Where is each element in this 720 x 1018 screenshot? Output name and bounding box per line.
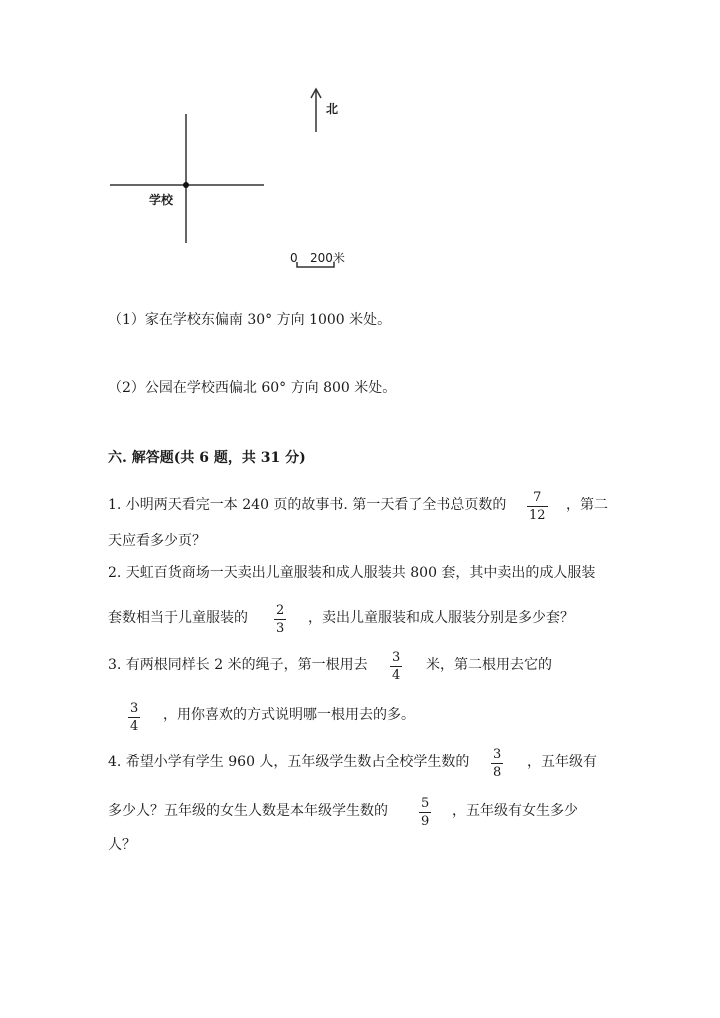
problem-1-line-1: 1. 小明两天看完一本 240 页的故事书. 第一天看了全书总页数的 [108,497,507,513]
problem-2-fraction [274,603,286,636]
item-1: （1）家在学校东偏南 30° 方向 1000 米处。 [108,312,392,328]
problem-3-line-2: ，用你喜欢的方式说明哪一根用去的多。 [163,707,415,723]
problem-1-line-2: 天应看多少页？ [108,533,206,549]
fraction-numerator: 3 [392,650,401,665]
school-point [183,182,189,188]
problem-4-fraction-1 [491,747,503,780]
problem-3-line-1-end: 米，第二根用去它的 [426,657,552,673]
problem-2-line-2-start: 套数相当于儿童服装的 [108,610,248,626]
problem-4-line-2-end: ，五年级有女生多少 [452,803,578,819]
school-label: 学校 [149,193,174,207]
problem-2-line-1: 2. 天虹百货商场一天卖出儿童服装和成人服装共 800 套，其中卖出的成人服装 [108,565,596,581]
problem-3-fraction-2 [128,701,140,734]
problem-4-line-2-start: 多少人？五年级的女生人数是本年级学生数的 [108,803,388,819]
fraction-numerator: 3 [493,747,502,762]
fraction-denominator: 3 [276,621,285,636]
problem-4-line-1-end: ，五年级有 [527,754,597,770]
fraction-denominator: 4 [130,719,139,734]
fraction-denominator: 9 [421,814,430,829]
fraction-numerator: 2 [276,603,285,618]
problem-4-fraction-2 [419,796,431,829]
fraction-denominator: 8 [493,765,502,780]
problem-1-fraction [527,490,548,523]
problem-2-line-2-end: ，卖出儿童服装和成人服装分别是多少套？ [308,610,574,626]
item-2: （2）公园在学校西偏北 60° 方向 800 米处。 [108,380,397,396]
problem-4-line-1-start: 4. 希望小学有学生 960 人，五年级学生数占全校学生数的 [108,754,470,770]
problem-3-fraction-1 [390,650,402,683]
map-diagram [0,0,720,280]
scale-zero-label: 0 [290,251,298,265]
fraction-denominator: 12 [529,508,546,523]
fraction-numerator: 7 [533,490,542,505]
fraction-numerator: 5 [421,796,430,811]
problem-1-line-1-end: ，第二 [566,497,608,513]
scale-label: 200米 [310,251,345,265]
fraction-denominator: 4 [392,668,401,683]
section-title: 六. 解答题(共 6 题，共 31 分) [108,450,306,466]
problem-3-line-1-start: 3. 有两根同样长 2 米的绳子，第一根用去 [108,657,368,673]
fraction-numerator: 3 [130,701,139,716]
problem-4-line-3: 人？ [108,837,136,853]
north-label: 北 [326,102,339,116]
